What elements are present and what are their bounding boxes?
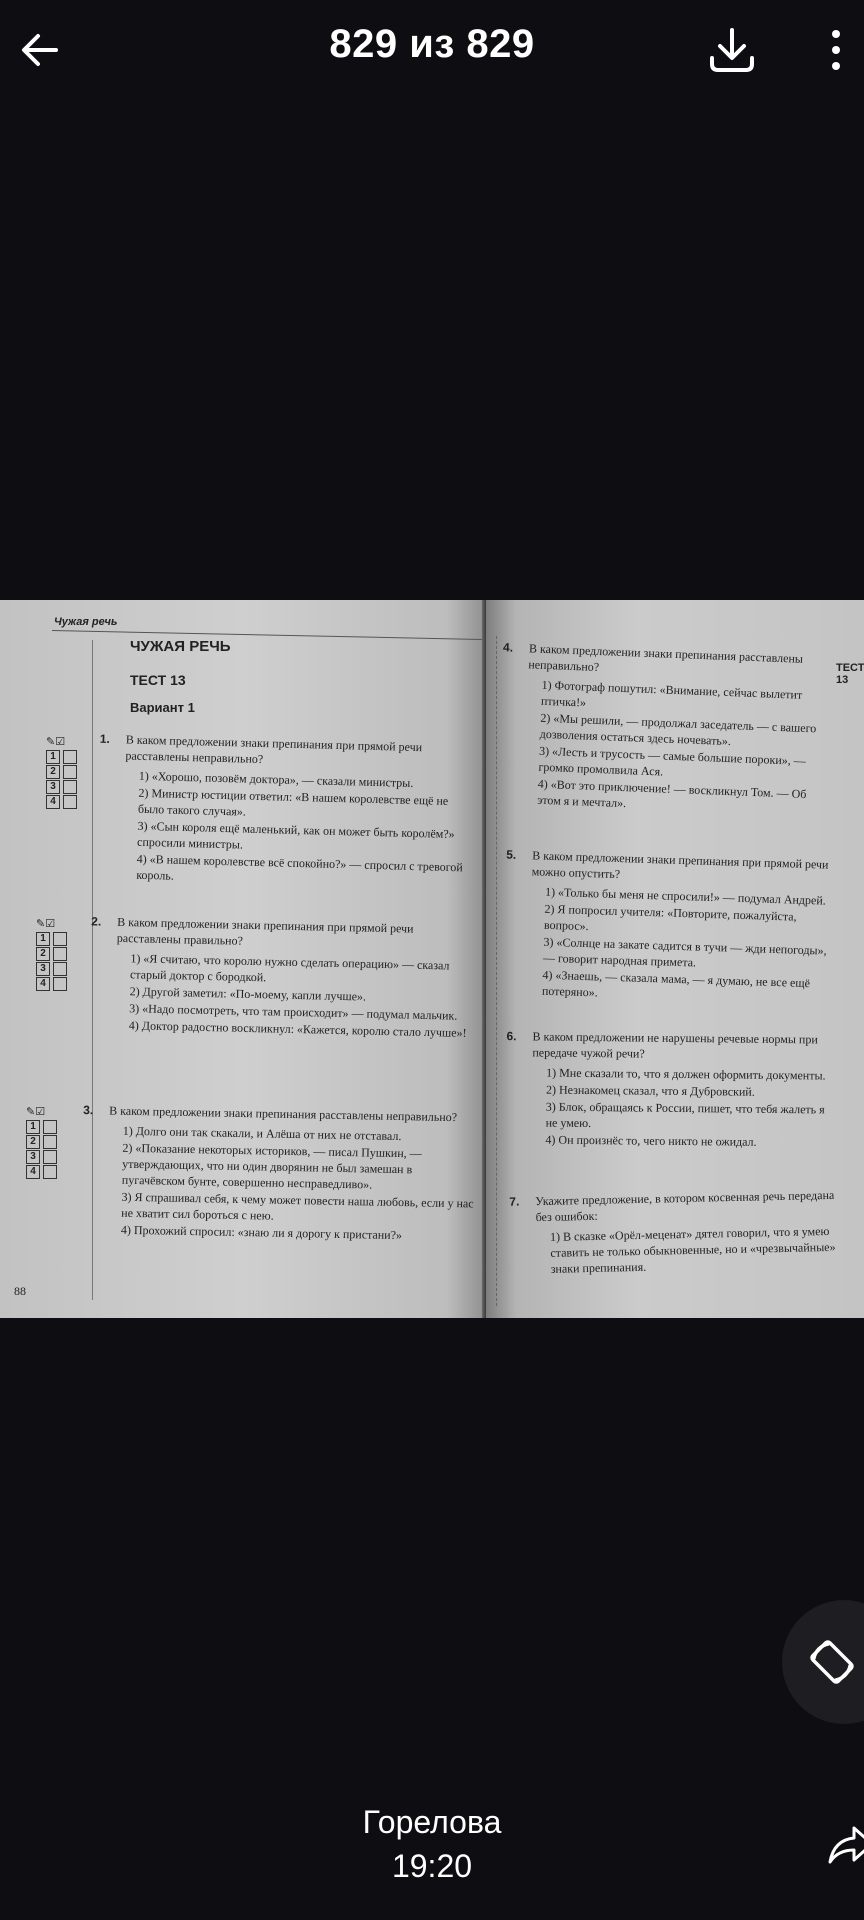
question-text: В каком предложении знаки препинания при прямой речи расставлены неправильно? — [125, 732, 423, 767]
answer-option: 4) «Вот это приключение! — воскликнул Том. — Об этом я и мечтал». — [536, 776, 807, 811]
answer-option: 4) Доктор радостно воскликнул: «Кажется, королю стало лучше»! — [128, 1018, 467, 1040]
question-4 — [502, 640, 829, 819]
answer-option: 1) Мне сказали то, что я должен оформить документы. — [546, 1065, 826, 1083]
running-head: Чужая речь — [54, 616, 118, 628]
answer-cell: 1 — [46, 750, 60, 764]
top-bar — [0, 0, 864, 100]
question-6 — [506, 1028, 832, 1151]
test-title: ТЕСТ 13 — [130, 672, 186, 688]
answer-box-q2 — [36, 918, 76, 991]
question-text: В каком предложении знаки препинания при прямой речи можно опустить? — [531, 848, 829, 882]
question-text: В каком предложении не нарушены речевые нормы при передаче чужой речи? — [532, 1029, 818, 1061]
answer-option: 1) Фотограф пошутил: «Внимание, сейчас вылетит птичка!» — [540, 677, 803, 710]
section-title: ЧУЖАЯ РЕЧЬ — [130, 638, 231, 655]
answer-blank — [53, 947, 67, 961]
answer-blank — [43, 1135, 57, 1149]
question-number: 5. — [506, 847, 517, 862]
share-button[interactable] — [826, 1820, 864, 1870]
answer-option: 1) «Хорошо, позовём доктора», — сказали министры. — [138, 768, 414, 790]
answer-option: 2) Другой заметил: «По-моему, капли лучше». — [129, 984, 367, 1004]
screen-rotate-icon — [806, 1636, 858, 1688]
download-icon — [706, 24, 758, 76]
pencil-check-icon: ✎☑ — [46, 735, 66, 748]
answer-cell: 4 — [36, 977, 50, 991]
answer-option: 2) «Мы решили, — продолжал заседатель — с вашего дозволения остаться здесь ночевать». — [539, 710, 817, 749]
answer-option: 4) Прохожий спросил: «знаю ли я дорогу к пристани?» — [120, 1222, 403, 1243]
question-5 — [506, 847, 833, 1008]
answer-option: 2) Я попросил учителя: «Повторите, пожалуйста, вопрос». — [543, 901, 797, 934]
page-number: 88 — [14, 1284, 26, 1298]
share-icon — [826, 1820, 864, 1870]
answer-option: 3) «Лесть и трусость — самые большие пороки», — громко промолвила Ася. — [538, 743, 807, 779]
answer-cell: 3 — [46, 780, 60, 794]
answer-option: 4) Он произнёс то, чего никто не ожидал. — [545, 1132, 757, 1149]
answer-option: 3) «Сын короля ещё маленький, как он может быть королём?» спросили министры. — [136, 818, 455, 852]
answer-cell: 4 — [26, 1165, 40, 1179]
rotate-screen-button[interactable] — [782, 1600, 864, 1724]
answer-blank — [63, 795, 77, 809]
answer-blank — [53, 977, 67, 991]
answer-blank — [43, 1120, 57, 1134]
question-3 — [83, 1102, 478, 1245]
margin-rule — [496, 636, 498, 1306]
image-counter-title: 829 из 829 — [329, 22, 535, 66]
answer-cell: 2 — [26, 1135, 40, 1149]
download-button[interactable] — [700, 18, 764, 82]
answer-cell: 3 — [26, 1150, 40, 1164]
answer-cell: 3 — [36, 962, 50, 976]
question-1 — [99, 731, 478, 892]
question-number: 6. — [506, 1029, 517, 1044]
question-text: В каком предложении знаки препинания расставлены неправильно? — [109, 1103, 458, 1125]
answer-box-q1 — [46, 736, 86, 809]
variant-title: Вариант 1 — [130, 700, 195, 715]
test-title: ТЕСТ 13 — [836, 662, 864, 686]
answer-cell: 1 — [26, 1120, 40, 1134]
answer-blank — [63, 750, 77, 764]
question-number: 7. — [509, 1194, 520, 1209]
answer-blank — [53, 962, 67, 976]
answer-option: 3) «Солнце на закате садится в тучи — жди непогоды», — говорит народная примета. — [542, 934, 827, 970]
question-text: В каком предложении знаки препинания расставлены неправильно? — [528, 641, 804, 674]
answer-option: 3) Я спрашивал себя, к чему может повести наша любовь, если у нас не хватит сил бороться с нею. — [121, 1189, 474, 1223]
author-name: Горелова — [362, 1804, 502, 1840]
answer-option: 3) Блок, обращаясь к России, пишет, что тебя жалеть я не умею. — [545, 1099, 825, 1131]
answer-option: 4) «В нашем королевстве всё спокойно?» — спросил с тревогой король. — [136, 851, 464, 883]
margin-rule — [92, 640, 93, 1300]
pencil-check-icon: ✎☑ — [26, 1105, 46, 1118]
question-text: Укажите предложение, в котором косвенная речь передана без ошибок: — [535, 1187, 835, 1225]
question-number: 3. — [83, 1102, 94, 1118]
answer-option: 4) «Знаешь, — сказала мама, — я думаю, не все ещё потеряно». — [541, 967, 811, 1000]
answer-blank — [43, 1150, 57, 1164]
more-vert-icon — [830, 28, 842, 72]
answer-blank — [43, 1165, 57, 1179]
answer-blank — [63, 765, 77, 779]
question-number: 2. — [91, 914, 102, 929]
book-photo[interactable] — [0, 600, 864, 1318]
answer-cell: 2 — [46, 765, 60, 779]
answer-blank — [63, 780, 77, 794]
answer-cell: 4 — [46, 795, 60, 809]
timestamp: 19:20 — [391, 1848, 473, 1884]
answer-option: 1) В сказке «Орёл-меценат» дятел говорил, что я умею ставить не только обыкновенные, но и «чрезвычайные» знаки препинания. — [549, 1223, 836, 1276]
answer-option: 1) Долго они так скакали, и Алёша от них не отставал. — [122, 1123, 402, 1144]
right-page — [486, 600, 864, 1318]
answer-option: 3) «Надо посмотреть, что там происходит» — подумал мальчик. — [129, 1001, 458, 1023]
answer-blank — [53, 932, 67, 946]
question-number: 1. — [99, 731, 111, 746]
more-options-button[interactable] — [812, 18, 860, 82]
question-2 — [91, 914, 478, 1042]
answer-option: 1) «Только бы меня не спросили!» — подумал Андрей. — [544, 884, 826, 908]
answer-box-q3 — [26, 1106, 66, 1179]
question-7 — [509, 1187, 837, 1278]
header-rule — [52, 630, 482, 640]
answer-option: 1) «Я считаю, что королю нужно сделать операцию» — сказал старый доктор с бородкой. — [129, 951, 450, 985]
answer-cell: 1 — [36, 932, 50, 946]
answer-cell: 2 — [36, 947, 50, 961]
answer-option: 2) Министр юстиции ответил: «В нашем королевстве ещё не было такого случая». — [137, 785, 449, 819]
question-number: 4. — [502, 640, 514, 655]
pencil-check-icon: ✎☑ — [36, 917, 56, 930]
answer-option: 2) «Показание некоторых историков, — писал Пушкин, — утверждающих, что ни один дворянин не был замешан в пугачёвском бунте, совершенно несправедливо». — [121, 1140, 422, 1192]
question-text: В каком предложении знаки препинания при прямой речи расставлены правильно? — [116, 914, 414, 948]
left-page — [0, 600, 486, 1318]
answer-option: 2) Незнакомец сказал, что я Дубровский. — [545, 1082, 755, 1099]
